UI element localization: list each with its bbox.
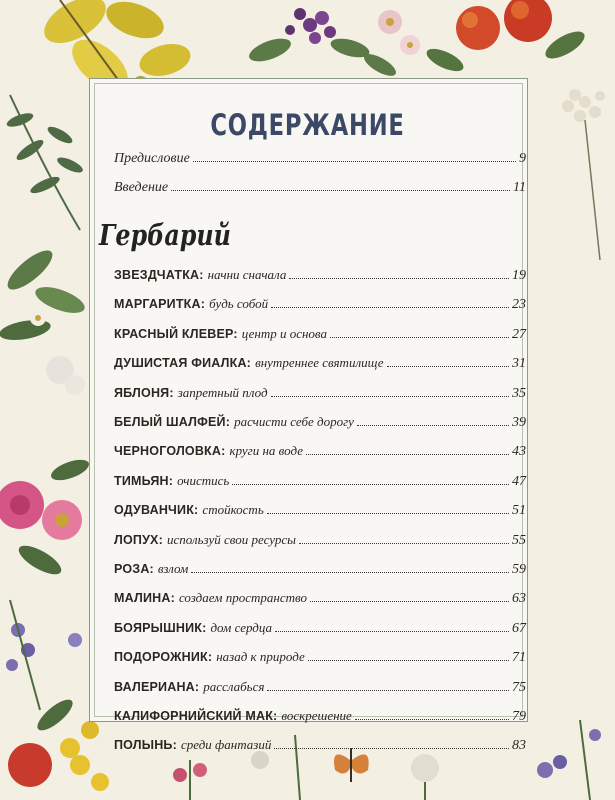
toc-entry[interactable]: [114, 620, 526, 640]
toc-entry-name: МАРГАРИТКА:: [114, 297, 206, 312]
section-title: Гербарий: [99, 218, 231, 252]
dot-leader: [355, 719, 509, 720]
toc-page-number: 43: [512, 444, 526, 460]
toc-entry[interactable]: [114, 296, 526, 316]
toc-entry-name: БОЯРЫШНИК:: [114, 620, 207, 635]
toc-page-number: 11: [513, 180, 526, 195]
toc-entry-subtitle: центр и основа: [241, 325, 327, 341]
toc-entry[interactable]: [114, 708, 526, 728]
dot-leader: [387, 366, 509, 367]
toc-entry-subtitle: расслабься: [203, 678, 265, 694]
page-title: СОДЕРЖАНИЕ: [210, 108, 405, 142]
blue-flower-illustration: [6, 600, 82, 710]
toc-page-number: 19: [512, 268, 526, 283]
toc-entry[interactable]: [114, 443, 526, 463]
toc-entry-subtitle: воскрешение: [281, 708, 352, 723]
toc-entry-name: МАЛИНА:: [114, 591, 175, 606]
toc-entry-preface[interactable]: [114, 151, 526, 171]
toc-entry[interactable]: [114, 385, 526, 405]
toc-entry[interactable]: [114, 502, 526, 522]
toc-entry[interactable]: [114, 473, 526, 493]
toc-entry-subtitle: назад к природе: [216, 649, 305, 665]
dot-leader: [306, 454, 509, 455]
dot-leader: [289, 278, 509, 279]
toc-entry-subtitle: используй свои ресурсы: [166, 531, 296, 547]
toc-page-number: 59: [512, 562, 526, 577]
toc-entry-subtitle: взлом: [157, 561, 189, 576]
toc-entry-name: ПОЛЫНЬ:: [114, 738, 177, 753]
violet-illustration: [246, 8, 371, 66]
toc-page-number: 83: [512, 738, 526, 754]
toc-entry-subtitle: создаем пространство: [178, 590, 307, 606]
toc-entry-subtitle: расчисти себе дорогу: [234, 414, 354, 429]
toc-entry-subtitle: дом сердца: [210, 619, 273, 635]
toc-entry-label: Введение: [114, 180, 169, 195]
dot-leader: [299, 543, 509, 544]
toc-entry-name: РОЗА:: [114, 562, 154, 576]
dot-leader: [232, 484, 509, 485]
toc-page-number: 23: [512, 297, 526, 313]
yarrow-illustration: [562, 89, 605, 260]
pink-blossom-illustration: [361, 10, 420, 80]
dot-leader: [330, 337, 509, 338]
dot-leader: [267, 690, 509, 691]
apple-illustration: [423, 0, 588, 76]
toc-page-number: 51: [512, 503, 526, 519]
toc-page-number: 79: [512, 709, 526, 724]
toc-page-number: 35: [512, 385, 526, 401]
toc-entry-name: ДУШИСТАЯ ФИАЛКА:: [114, 356, 252, 371]
toc-entry-name: ЯБЛОНЯ:: [114, 385, 174, 400]
toc-entry[interactable]: [114, 326, 526, 346]
toc-entry-subtitle: запретный плод: [177, 384, 268, 400]
toc-entry[interactable]: [114, 414, 526, 434]
dot-leader: [308, 660, 509, 661]
toc-entry[interactable]: [114, 737, 526, 757]
toc-page-number: 31: [512, 356, 526, 372]
rose-illustration: [0, 456, 92, 580]
bottom-meadow-illustration: [173, 720, 601, 800]
toc-page-number: 27: [512, 326, 526, 342]
toc-page-number: 55: [512, 532, 526, 548]
dot-leader: [274, 748, 509, 749]
toc-entry-subtitle: очистись: [177, 472, 230, 488]
toc-entry-subtitle: стойкость: [202, 502, 264, 518]
toc-entry-name: ЗВЕЗДЧАТКА:: [114, 268, 204, 282]
dot-leader: [271, 396, 509, 397]
toc-page-number: 9: [519, 151, 526, 166]
dot-leader: [357, 425, 509, 426]
toc-entry-name: БЕЛЫЙ ШАЛФЕЙ:: [114, 415, 231, 429]
left-foliage-illustration: [0, 244, 88, 395]
dot-leader: [171, 190, 510, 191]
toc-entry-name: ЛОПУХ:: [114, 532, 163, 547]
toc-page-number: 67: [512, 620, 526, 636]
toc-entry[interactable]: [114, 532, 526, 552]
toc-entry-introduction[interactable]: [114, 180, 526, 200]
toc-entry-subtitle: среди фантазий: [180, 737, 272, 753]
dot-leader: [193, 161, 516, 162]
toc-entry[interactable]: [114, 561, 526, 581]
dot-leader: [191, 572, 509, 573]
toc-page-number: 39: [512, 415, 526, 430]
toc-page-number: 63: [512, 591, 526, 607]
toc-entry-name: ЧЕРНОГОЛОВКА:: [114, 444, 226, 459]
toc-entry-name: КАЛИФОРНИЙСКИЙ МАК:: [114, 709, 278, 723]
toc-entry-name: ТИМЬЯН:: [114, 473, 174, 488]
toc-entry[interactable]: [114, 649, 526, 669]
toc-entry-subtitle: внутреннее святилище: [255, 355, 384, 371]
toc-entry-name: ОДУВАНЧИК:: [114, 503, 199, 518]
toc-entry[interactable]: [114, 355, 526, 375]
toc-entry-subtitle: круги на воде: [229, 443, 303, 459]
toc-page-number: 47: [512, 473, 526, 489]
toc-entry-name: КРАСНЫЙ КЛЕВЕР:: [114, 326, 238, 341]
toc-entry[interactable]: [114, 267, 526, 287]
toc-page-number: 71: [512, 650, 526, 666]
dot-leader: [267, 513, 509, 514]
toc-entry-label: Предисловие: [114, 151, 190, 166]
toc-page-number: 75: [512, 679, 526, 695]
dot-leader: [310, 601, 509, 602]
toc-entry-name: ВАЛЕРИАНА:: [114, 679, 200, 694]
dot-leader: [271, 307, 509, 308]
dot-leader: [275, 631, 509, 632]
toc-entry-name: ПОДОРОЖНИК:: [114, 650, 213, 665]
toc-entry[interactable]: [114, 590, 526, 610]
toc-entry-subtitle: будь собой: [209, 296, 269, 312]
toc-entry[interactable]: [114, 679, 526, 699]
toc-entry-subtitle: начни сначала: [207, 267, 287, 282]
